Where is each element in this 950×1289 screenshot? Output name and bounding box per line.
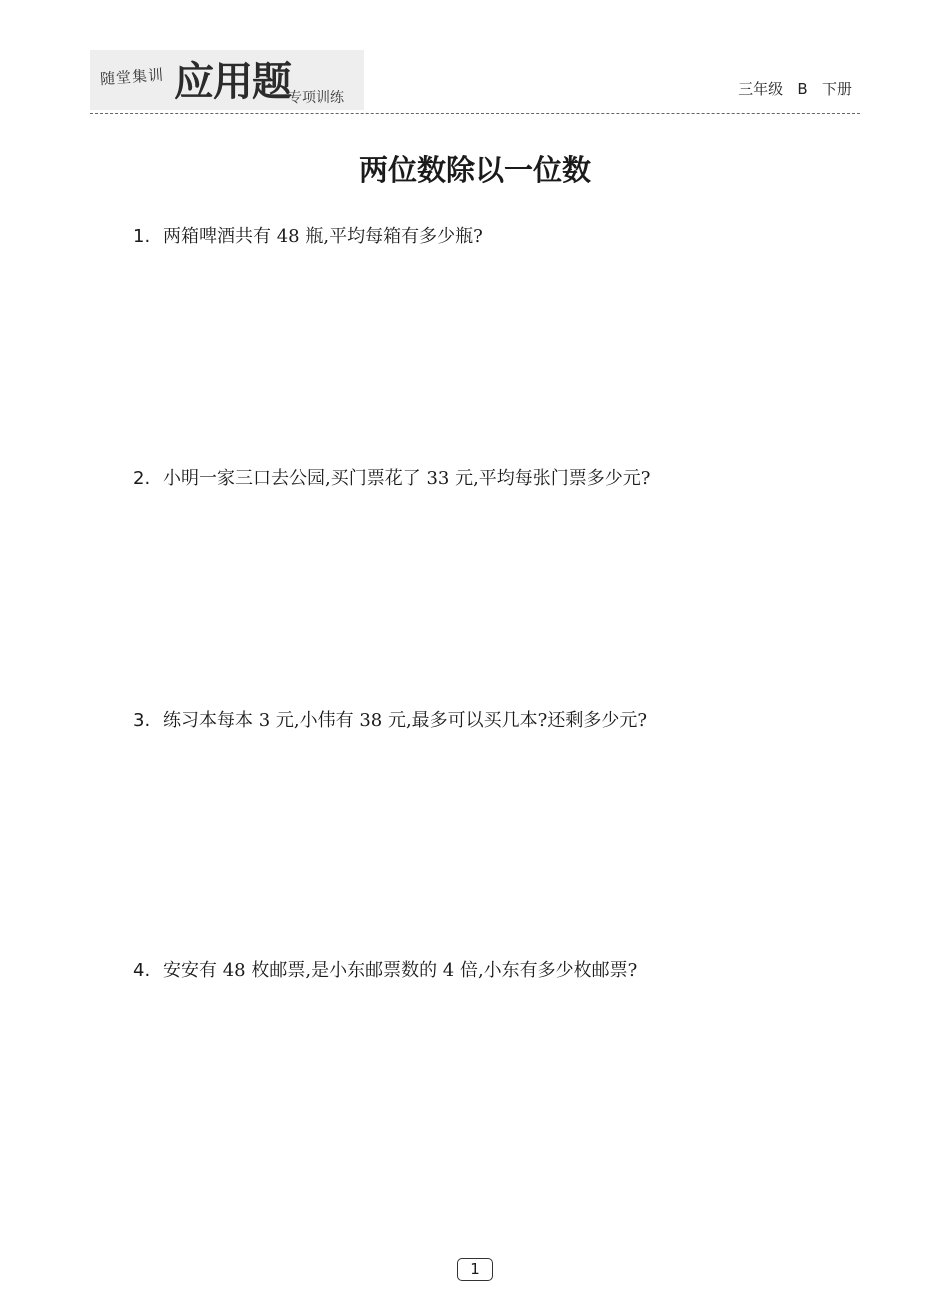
page-title: 两位数除以一位数: [358, 153, 591, 187]
question-number: 2.: [133, 468, 151, 489]
question-text: 两箱啤酒共有 48 瓶,平均每箱有多少瓶?: [163, 226, 483, 247]
header-divider: [90, 113, 860, 114]
question-2: [133, 464, 650, 490]
series-logo-sub-text: 专项训练: [288, 90, 344, 106]
question-4: [133, 956, 637, 982]
question-text: 小明一家三口去公园,买门票花了 33 元,平均每张门票多少元?: [163, 468, 651, 489]
question-1: [133, 222, 483, 248]
grade-label: 三年级 B 下册: [738, 80, 852, 98]
question-number: 1.: [133, 226, 151, 247]
question-number: 3.: [133, 710, 151, 731]
question-text: 安安有 48 枚邮票,是小东邮票数的 4 倍,小东有多少枚邮票?: [163, 960, 638, 981]
page-number: 1: [457, 1258, 493, 1281]
series-logo-main-text: 应用题: [174, 59, 291, 105]
question-number: 4.: [133, 960, 151, 981]
question-text: 练习本每本 3 元,小伟有 38 元,最多可以买几本?还剩多少元?: [163, 710, 647, 731]
series-logo-small-text: 随堂集训: [99, 65, 165, 89]
series-logo: [90, 50, 364, 110]
question-3: [133, 706, 647, 732]
